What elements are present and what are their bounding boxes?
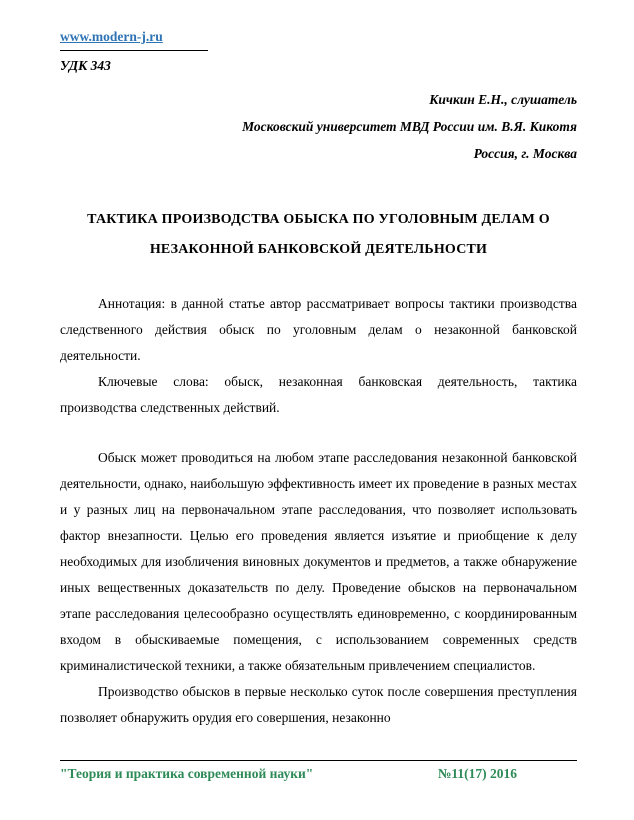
author-name: Кичкин Е.Н., слушатель — [429, 92, 577, 107]
udk-number: УДК 343 — [60, 58, 111, 73]
author-block — [60, 86, 577, 167]
author-affiliation: Московский университет МВД России им. В.Я. Кикотя — [242, 119, 577, 134]
body-paragraph-1: Обыск может проводиться на любом этапе расследования незаконной банковской деятельности, однако, наибольшую эффективность имеет их проведение в разных местах и у разных лиц на первоначальном этапе расследования, что позволяет использовать фактор внезапности. Целью его проведения является изъятие и приобщение к делу необходимых для изобличения виновных документов и предметов, а также обнаружение иных вещественных доказательств по делу. Проведение обысков на первоначальном этапе расследования целесообразно осуществлять единовременно, с координированным входом в обыскиваемые помещения, с использованием современных средств криминалистической техники, а также обязательным привлечением специалистов. — [60, 450, 577, 673]
keywords-paragraph: Ключевые слова: обыск, незаконная банковская деятельность, тактика производства следственных действий. — [60, 374, 577, 415]
body-paragraph-2: Производство обысков в первые несколько суток после совершения преступления позволяет обнаружить орудия его совершения, незаконно — [60, 684, 577, 725]
journal-title: "Теория и практика современной науки" — [60, 766, 314, 781]
author-location: Россия, г. Москва — [473, 146, 577, 161]
page-header — [60, 28, 577, 74]
page-footer — [60, 760, 577, 782]
issue-number: №11(17) 2016 — [437, 766, 517, 781]
site-url-link[interactable]: www.modern-j.ru — [60, 29, 163, 44]
annotation-paragraph: Аннотация: в данной статье автор рассматривает вопросы тактики производства следственного действия обыск по уголовным делам о незаконной банковской деятельности. — [60, 296, 577, 363]
header-underline — [60, 50, 208, 51]
footer-row — [60, 761, 577, 782]
article-title: ТАКТИКА ПРОИЗВОДСТВА ОБЫСКА ПО УГОЛОВНЫМ ДЕЛАМ О НЕЗАКОННОЙ БАНКОВСКОЙ ДЕЯТЕЛЬНОСТИ — [87, 212, 550, 257]
